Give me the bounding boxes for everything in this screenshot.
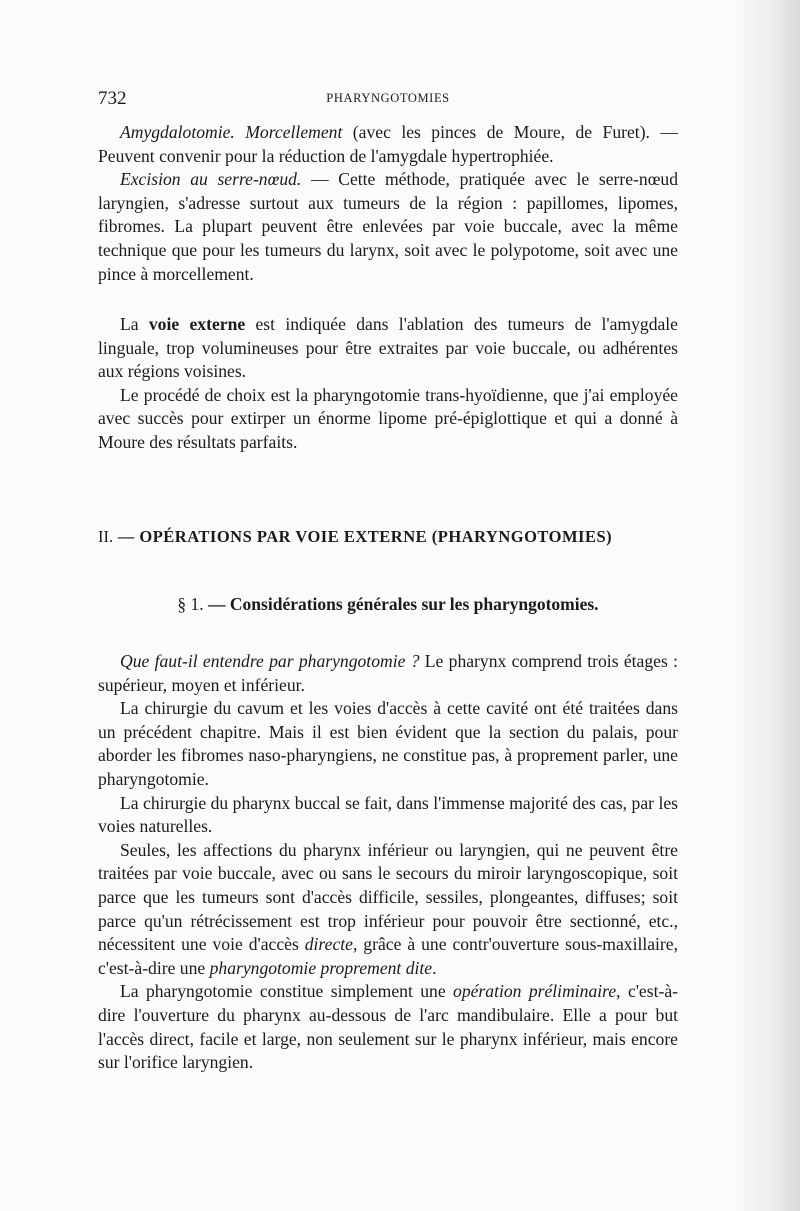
paragraph-question <box>98 650 678 697</box>
subsection-number: § 1. <box>177 594 204 614</box>
paragraph-group-excision <box>98 121 678 286</box>
paragraph-group-considerations <box>98 650 678 1075</box>
term-operation-preliminaire: opération préliminaire <box>453 981 617 1002</box>
term-morcellement: Morcellement <box>245 122 343 142</box>
paragraph-serre-noeud <box>98 168 678 286</box>
paragraph-text: . <box>432 957 437 978</box>
paragraph-amygdalotomie <box>98 121 678 168</box>
term-excision: Excision au serre-nœud. <box>120 169 302 190</box>
question-phrase: Que faut-il entendre par pharyngotomie ? <box>120 651 420 671</box>
paragraph-pharynx-buccal: La chirurgie du pharynx buccal se fait, dans l'immense majorité des cas, par les voies naturelles. <box>98 792 678 837</box>
term-voie-externe: voie externe <box>148 314 246 334</box>
paragraph-text: , grâce à une contr'ouverture sous-maxillaire, c'est-à-dire une <box>98 934 679 978</box>
section-number: II. <box>98 527 114 546</box>
paragraph-cavum: La chirurgie du cavum et les voies d'accès à cette cavité ont été traitées dans un précédent chapitre. Mais il est bien évident que la section du palais, pour aborder les fibromes naso-pharyngiens, ne constitue pas, à proprement parler, une pharyngotomie. <box>98 698 678 789</box>
paragraph-text: Seules, les affections du pharynx inférieur ou laryngien, qui ne peuvent être traitées par voie buccale, avec ou sans le secours du miroir laryngoscopique, soit parce que les tumeurs sont d'accès difficile, sessiles, plongeantes, diffuses; soit parce qu'un rétrécissement est trop inférieur pour pouvoir être sectionné, etc., nécessitent une voie d'accès <box>98 839 678 955</box>
subsection-title: — Considérations générales sur les pharyngotomies. <box>203 594 599 614</box>
paragraph-procede: Le procédé de choix est la pharyngotomie trans-hyoïdienne, que j'ai employée avec succès pour extirper un énorme lipome pré-épiglottique et qui a donné à Moure des résultats parfaits. <box>98 384 678 452</box>
term-directe: directe <box>304 934 353 955</box>
paragraph-group-voie-externe <box>98 313 678 455</box>
section-heading <box>98 527 688 547</box>
paragraph-text: Le pharynx comprend trois étages : supérieur, moyen et inférieur. <box>98 651 678 695</box>
paragraph-text: (avec les pinces de Moure, de Furet). — Peuvent convenir pour la réduction de l'amygdale hypertrophiée. <box>98 122 678 166</box>
term-amygdalotomie: Amygdalotomie. <box>120 122 235 142</box>
paragraph-lead: La <box>120 314 149 334</box>
paragraph-operation-preliminaire <box>98 980 678 1074</box>
paragraph-voie-externe <box>98 313 678 384</box>
paragraph-seules <box>98 839 678 981</box>
term-pharyngotomie-proprement-dite: pharyngotomie proprement dite <box>209 957 433 978</box>
paragraph-text: La pharyngotomie constitue simplement une <box>120 981 454 1002</box>
subsection-heading <box>98 594 678 615</box>
page-number: 732 <box>98 88 127 109</box>
paragraph-text: , c'est-à-dire l'ouverture du pharynx au-dessous de l'arc mandibulaire. Elle a pour but l'accès direct, facile et large, non seulement sur le pharynx inférieur, mais encore sur l'orifice laryngien. <box>98 981 678 1073</box>
paragraph-text: est indiquée dans l'ablation des tumeurs de l'amygdale linguale, trop volumineuses pour être extraites par voie buccale, ou adhérentes aux régions voisines. <box>98 314 678 382</box>
section-title: — OPÉRATIONS PAR VOIE EXTERNE (PHARYNGOTOMIES) <box>113 527 613 546</box>
paragraph-text: — Cette méthode, pratiquée avec le serre-nœud laryngien, s'adresse surtout aux tumeurs de la région : papillomes, lipomes, fibromes. La plupart peuvent être enlevées par voie buccale, avec la même technique que pour les tumeurs du larynx, soit avec le polypotome, soit avec une pince à morcellement. <box>98 169 678 284</box>
page-header <box>98 88 678 112</box>
page-edge-shadow <box>730 0 800 1211</box>
running-title: PHARYNGOTOMIES <box>326 91 450 105</box>
